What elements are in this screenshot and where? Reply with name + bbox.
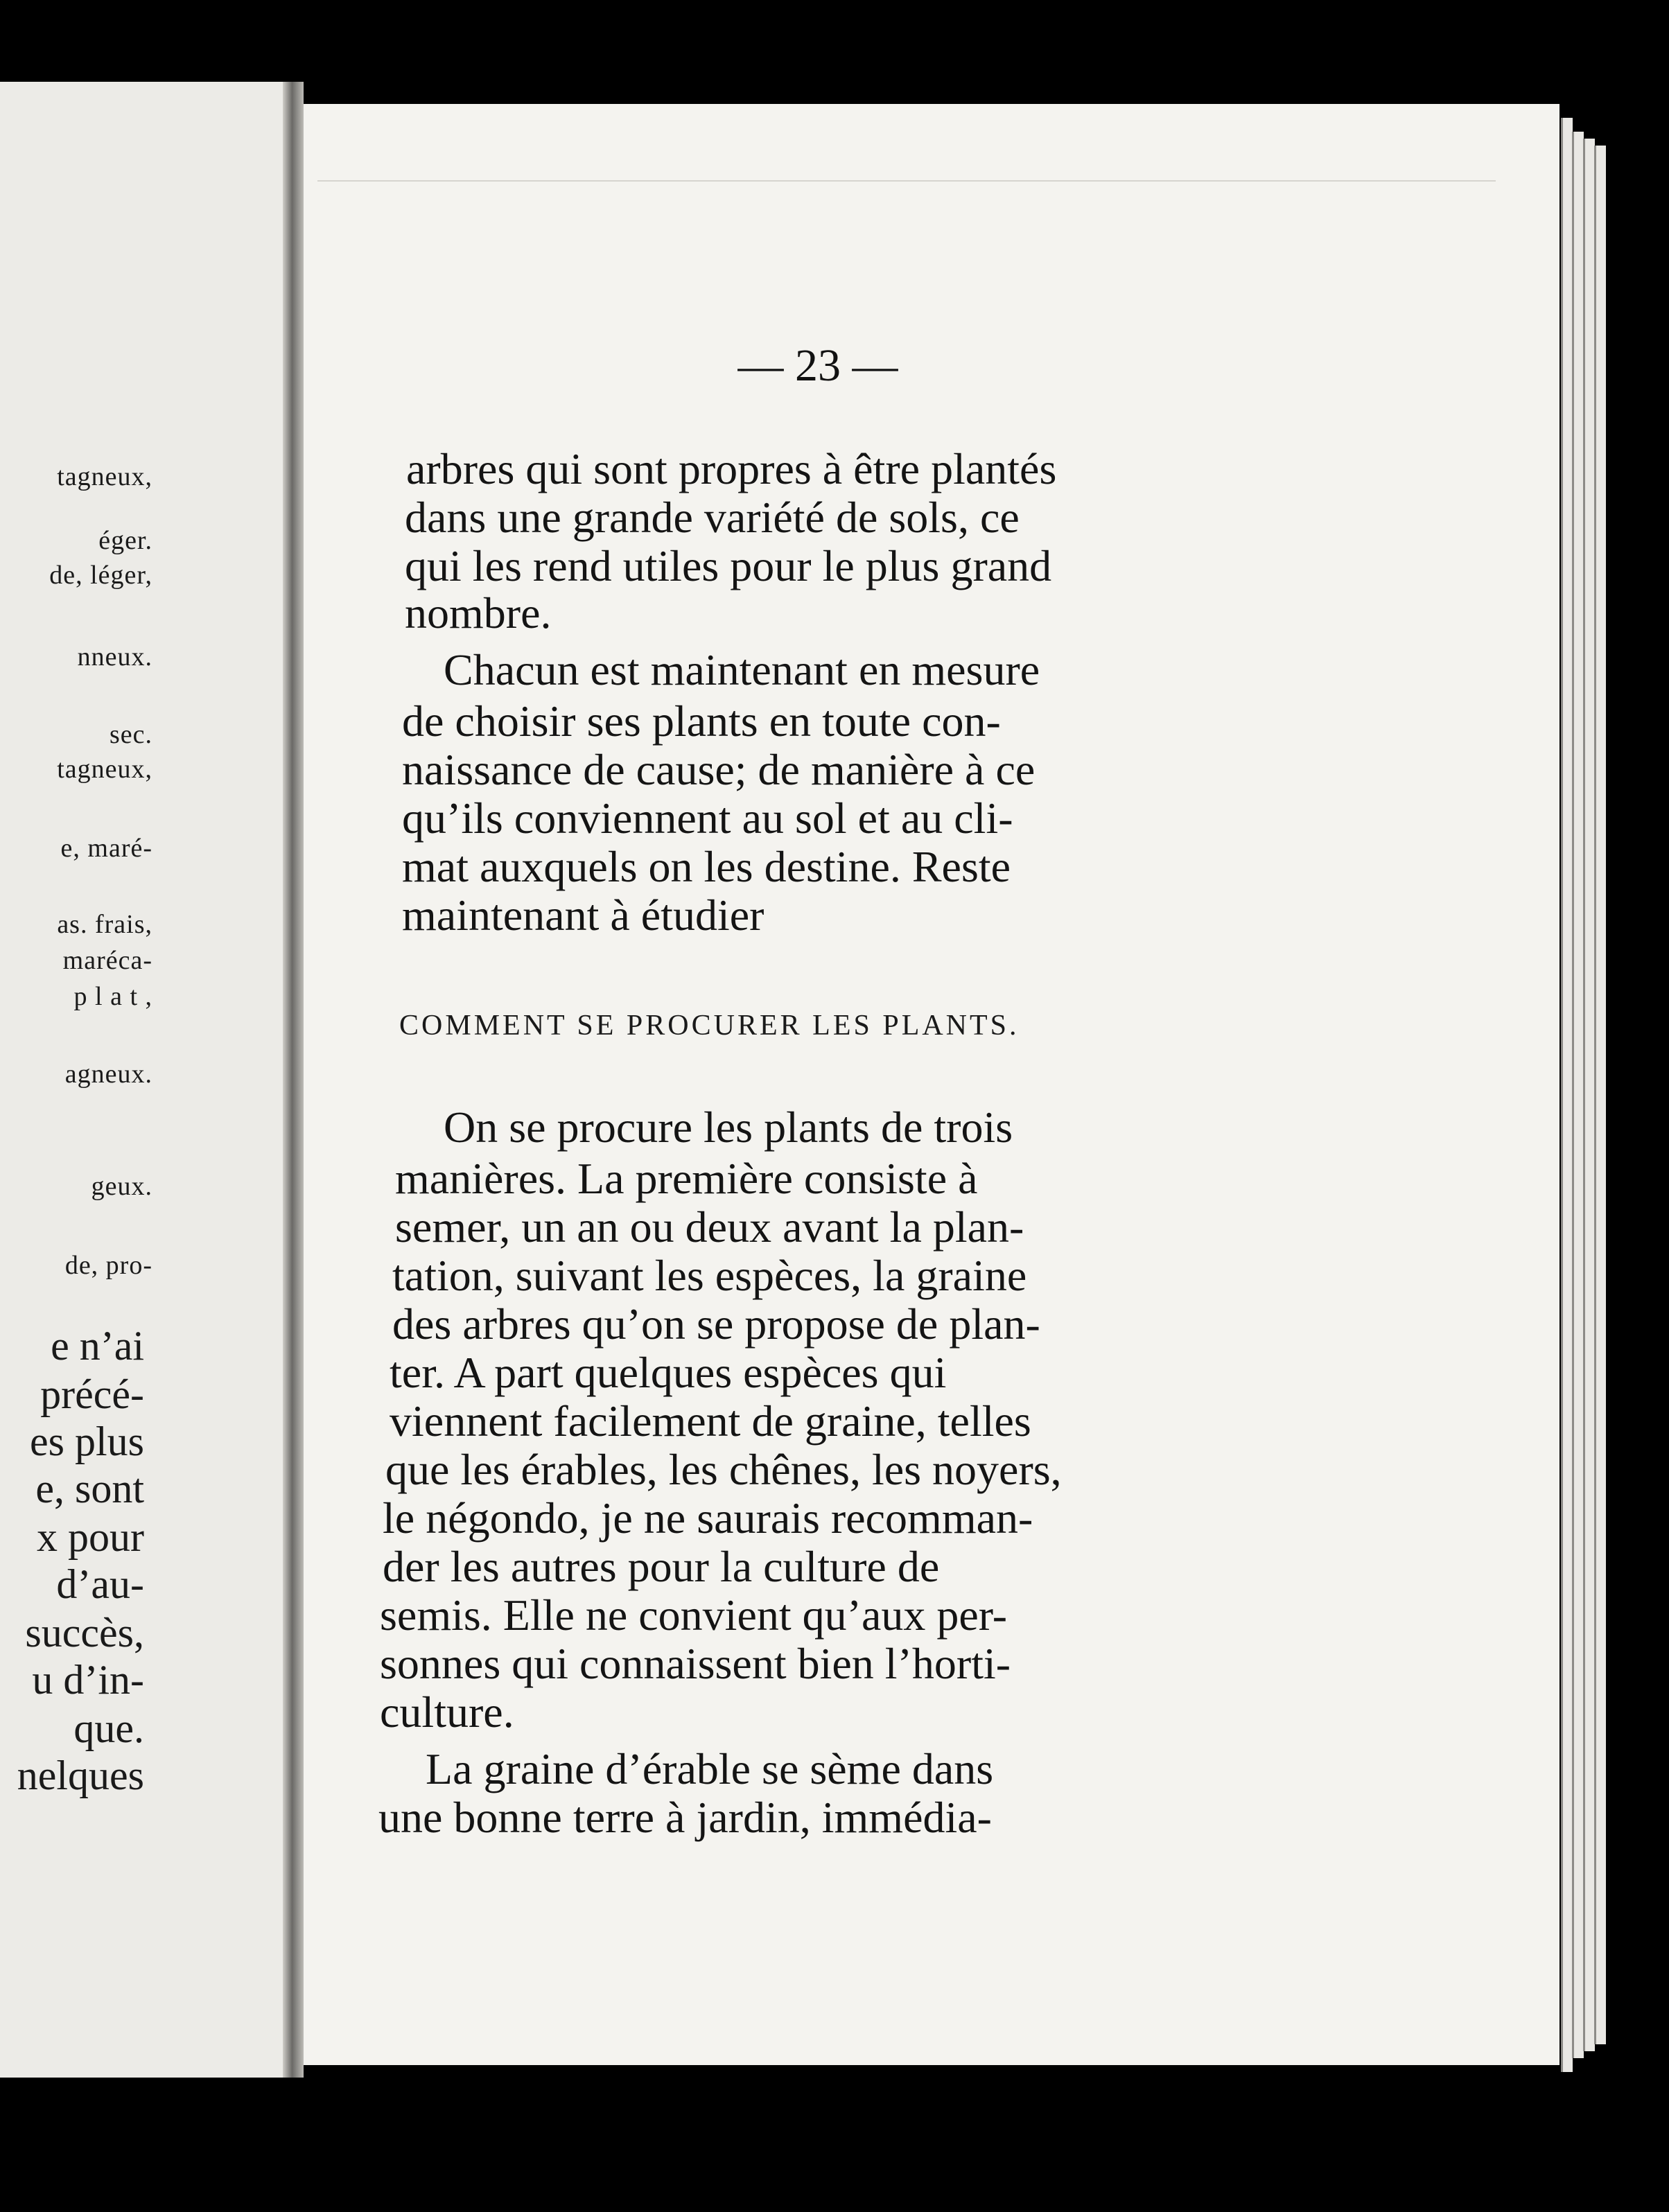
body-line: naissance de cause; de manière à ce — [402, 745, 1036, 794]
page-number: — 23 — — [737, 340, 898, 391]
body-line: tation, suivant les espèces, la graine — [392, 1251, 1027, 1300]
body-line: des arbres qu’on se propose de plan- — [392, 1299, 1040, 1349]
left-fragment-line: tagneux, — [57, 755, 152, 784]
body-line: On se procure les plants de trois — [444, 1103, 1013, 1152]
left-fragment-line: u d’in- — [32, 1657, 144, 1703]
left-fragment-line: que. — [73, 1705, 144, 1751]
left-fragment-line: e n’ai — [51, 1323, 144, 1369]
page-stack-edge — [1572, 132, 1584, 2058]
left-fragment-line: e, maré- — [60, 834, 152, 863]
left-fragment-line: succès, — [25, 1610, 144, 1656]
left-fragment-line: es plus — [30, 1419, 144, 1464]
body-line: qu’ils conviennent au sol et au cli- — [402, 793, 1013, 843]
body-line: La graine d’érable se sème dans — [426, 1744, 994, 1793]
left-fragment-line: précé- — [40, 1371, 144, 1417]
body-line: viennent facilement de graine, telles — [390, 1396, 1031, 1446]
left-fragment-line: agneux. — [64, 1060, 152, 1089]
left-fragment-line: nneux. — [77, 642, 152, 672]
previous-page-fragment — [0, 82, 298, 2078]
body-line: de choisir ses plants en toute con- — [402, 696, 1001, 746]
body-line: maintenant à étudier — [402, 890, 764, 940]
scanner-border-right — [1641, 0, 1669, 2212]
body-line: der les autres pour la culture de — [383, 1542, 940, 1591]
left-fragment-line: sec. — [109, 720, 152, 749]
body-line: dans une grande variété de sols, ce — [405, 493, 1020, 542]
body-line: semer, un an ou deux avant la plan- — [395, 1202, 1024, 1252]
section-heading: COMMENT SE PROCURER LES PLANTS. — [399, 1010, 1020, 1042]
body-line: que les érables, les chênes, les noyers, — [385, 1445, 1062, 1494]
body-line: nombre. — [405, 588, 552, 638]
left-fragment-line: éger. — [98, 526, 152, 555]
body-line: semis. Elle ne convient qu’aux per- — [380, 1590, 1008, 1640]
left-fragment-line: de, pro- — [64, 1251, 152, 1280]
body-line: Chacun est maintenant en mesure — [444, 645, 1040, 694]
page-gutter — [283, 82, 304, 2078]
left-fragment-line: x pour — [37, 1514, 144, 1560]
page-stack-edge — [1561, 118, 1573, 2072]
left-fragment-line: as. frais, — [57, 910, 152, 939]
page-stack-edge — [1583, 139, 1595, 2051]
left-fragment-line: maréca- — [62, 946, 152, 975]
left-fragment-line: de, léger, — [49, 561, 152, 590]
body-line: le négondo, je ne saurais recomman- — [383, 1493, 1033, 1543]
page-stack-edge — [1594, 146, 1606, 2044]
body-line: manières. La première consiste à — [395, 1154, 978, 1203]
body-line: une bonne terre à jardin, immédia- — [378, 1793, 992, 1842]
body-line: qui les rend utiles pour le plus grand — [405, 541, 1052, 590]
left-fragment-line: tagneux, — [57, 462, 152, 491]
body-line: arbres qui sont propres à être plantés — [406, 444, 1057, 493]
body-line: culture. — [380, 1687, 514, 1737]
body-line: sonnes qui connaissent bien l’horti- — [380, 1639, 1011, 1688]
body-line: mat auxquels on les destine. Reste — [402, 842, 1011, 891]
left-fragment-line: nelques — [17, 1753, 144, 1798]
left-fragment-line: d’au- — [56, 1561, 144, 1607]
left-fragment-line: e, sont — [35, 1466, 144, 1511]
scan-show-through-rule — [317, 180, 1496, 182]
left-fragment-line: p l a t , — [73, 982, 152, 1011]
left-fragment-line: geux. — [91, 1172, 152, 1201]
body-line: ter. A part quelques espèces qui — [390, 1348, 947, 1397]
